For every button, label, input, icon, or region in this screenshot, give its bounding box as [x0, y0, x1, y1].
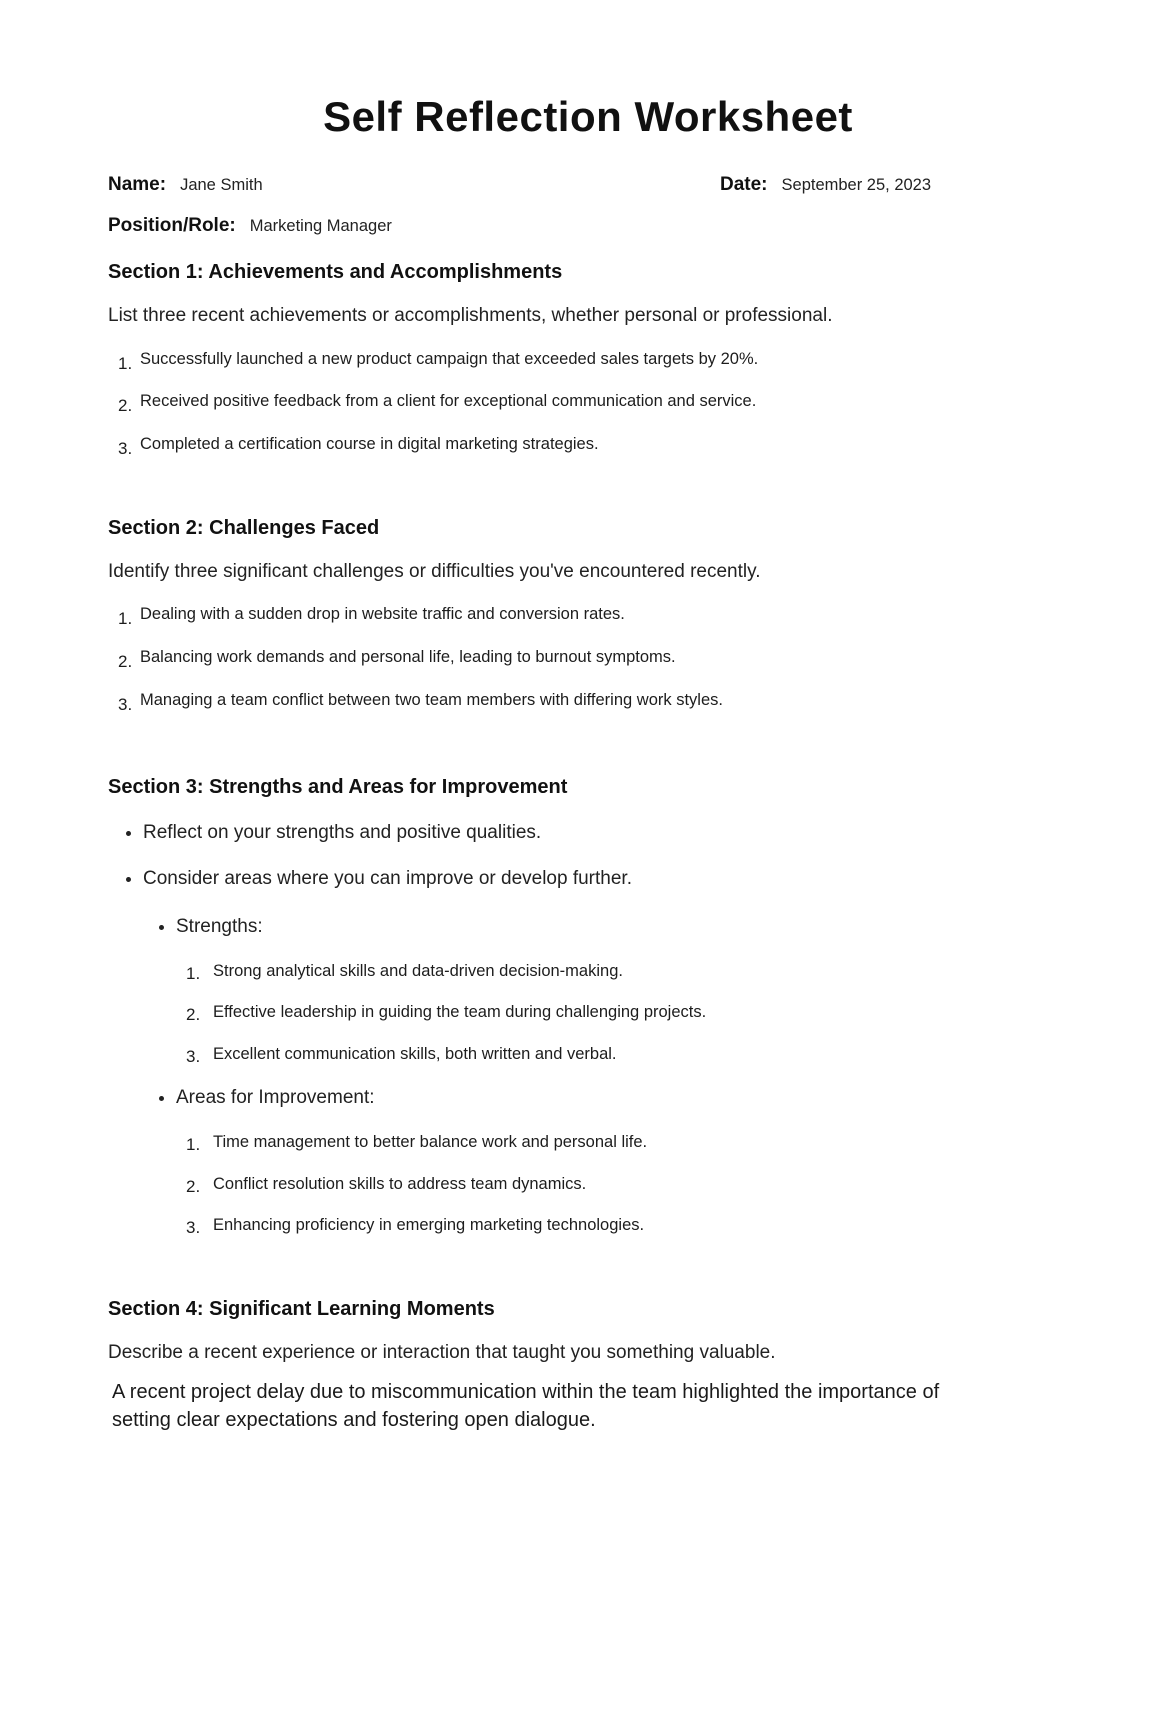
- section-4-prompt: Describe a recent experience or interaction that taught you something valuable.: [108, 1342, 776, 1363]
- section-achievements: [108, 261, 1068, 455]
- section-challenges: [108, 517, 1068, 711]
- date-label: Date:: [720, 174, 768, 195]
- learning-moment-answer: A recent project delay due to miscommunication within the team highlighted the importance of setting clear expectations and fostering open dialogue.: [112, 1380, 940, 1431]
- improvement-label: Areas for Improvement:: [176, 1087, 375, 1109]
- improvement-item: Enhancing proficiency in emerging marketing technologies.: [213, 1216, 645, 1235]
- challenge-item: Managing a team conflict between two team members with differing work styles.: [140, 690, 723, 709]
- strengths-subsection: [176, 915, 1068, 1065]
- name-value: Jane Smith: [180, 176, 263, 194]
- strength-item: Excellent communication skills, both written and verbal.: [213, 1044, 617, 1063]
- date-value: September 25, 2023: [781, 176, 932, 194]
- page-title: Self Reflection Worksheet: [323, 93, 853, 140]
- section-3-heading: Section 3: Strengths and Areas for Improvement: [108, 776, 568, 799]
- section-4-heading: Section 4: Significant Learning Moments: [108, 1298, 495, 1320]
- position-value: Marketing Manager: [249, 217, 392, 235]
- improvement-list: [176, 1132, 1068, 1236]
- position-field: [108, 215, 720, 237]
- section-2-heading: Section 2: Challenges Faced: [108, 516, 380, 539]
- achievement-item: Completed a certification course in digital marketing strategies.: [140, 435, 599, 453]
- achievement-item: Successfully launched a new product campaign that exceeded sales targets by 20%.: [140, 349, 759, 368]
- achievement-item: Received positive feedback from a client for exceptional communication and service.: [140, 392, 757, 411]
- strengths-label: Strengths:: [176, 915, 263, 937]
- strength-item: Effective leadership in guiding the team during challenging projects.: [213, 1003, 707, 1022]
- reflection-bullets: [108, 821, 1068, 891]
- section-learning-moments: [108, 1298, 1068, 1434]
- section-1-prompt: List three recent achievements or accomplishments, whether personal or professional.: [108, 305, 833, 326]
- position-row: [108, 215, 1068, 237]
- strength-item: Strong analytical skills and data-driven decision-making.: [213, 961, 623, 980]
- achievements-list: [108, 349, 1068, 455]
- name-date-row: [108, 174, 1068, 196]
- improvement-item: Time management to better balance work and personal life.: [213, 1133, 648, 1152]
- challenge-item: Dealing with a sudden drop in website traffic and conversion rates.: [140, 605, 625, 624]
- improvement-subsection: [176, 1086, 1068, 1236]
- date-field: [720, 174, 931, 196]
- position-label: Position/Role:: [108, 215, 236, 236]
- challenges-list: [108, 604, 1068, 710]
- strengths-list: [176, 961, 1068, 1065]
- worksheet-page: [0, 93, 1176, 1434]
- section-2-prompt: Identify three significant challenges or difficulties you've encountered recently.: [108, 560, 761, 582]
- name-label: Name:: [108, 174, 167, 195]
- subsection-list: [108, 915, 1068, 1236]
- section-1-heading: Section 1: Achievements and Accomplishments: [108, 261, 563, 283]
- bullet-item: • Consider areas where you can improve or develop further.: [143, 867, 1068, 891]
- name-field: [108, 174, 720, 196]
- challenge-item: Balancing work demands and personal life, leading to burnout symptoms.: [140, 648, 676, 666]
- bullet-item: • Reflect on your strengths and positive qualities.: [143, 821, 1068, 845]
- section-strengths-improvement: [108, 776, 1068, 1236]
- improvement-item: Conflict resolution skills to address team dynamics.: [213, 1174, 587, 1193]
